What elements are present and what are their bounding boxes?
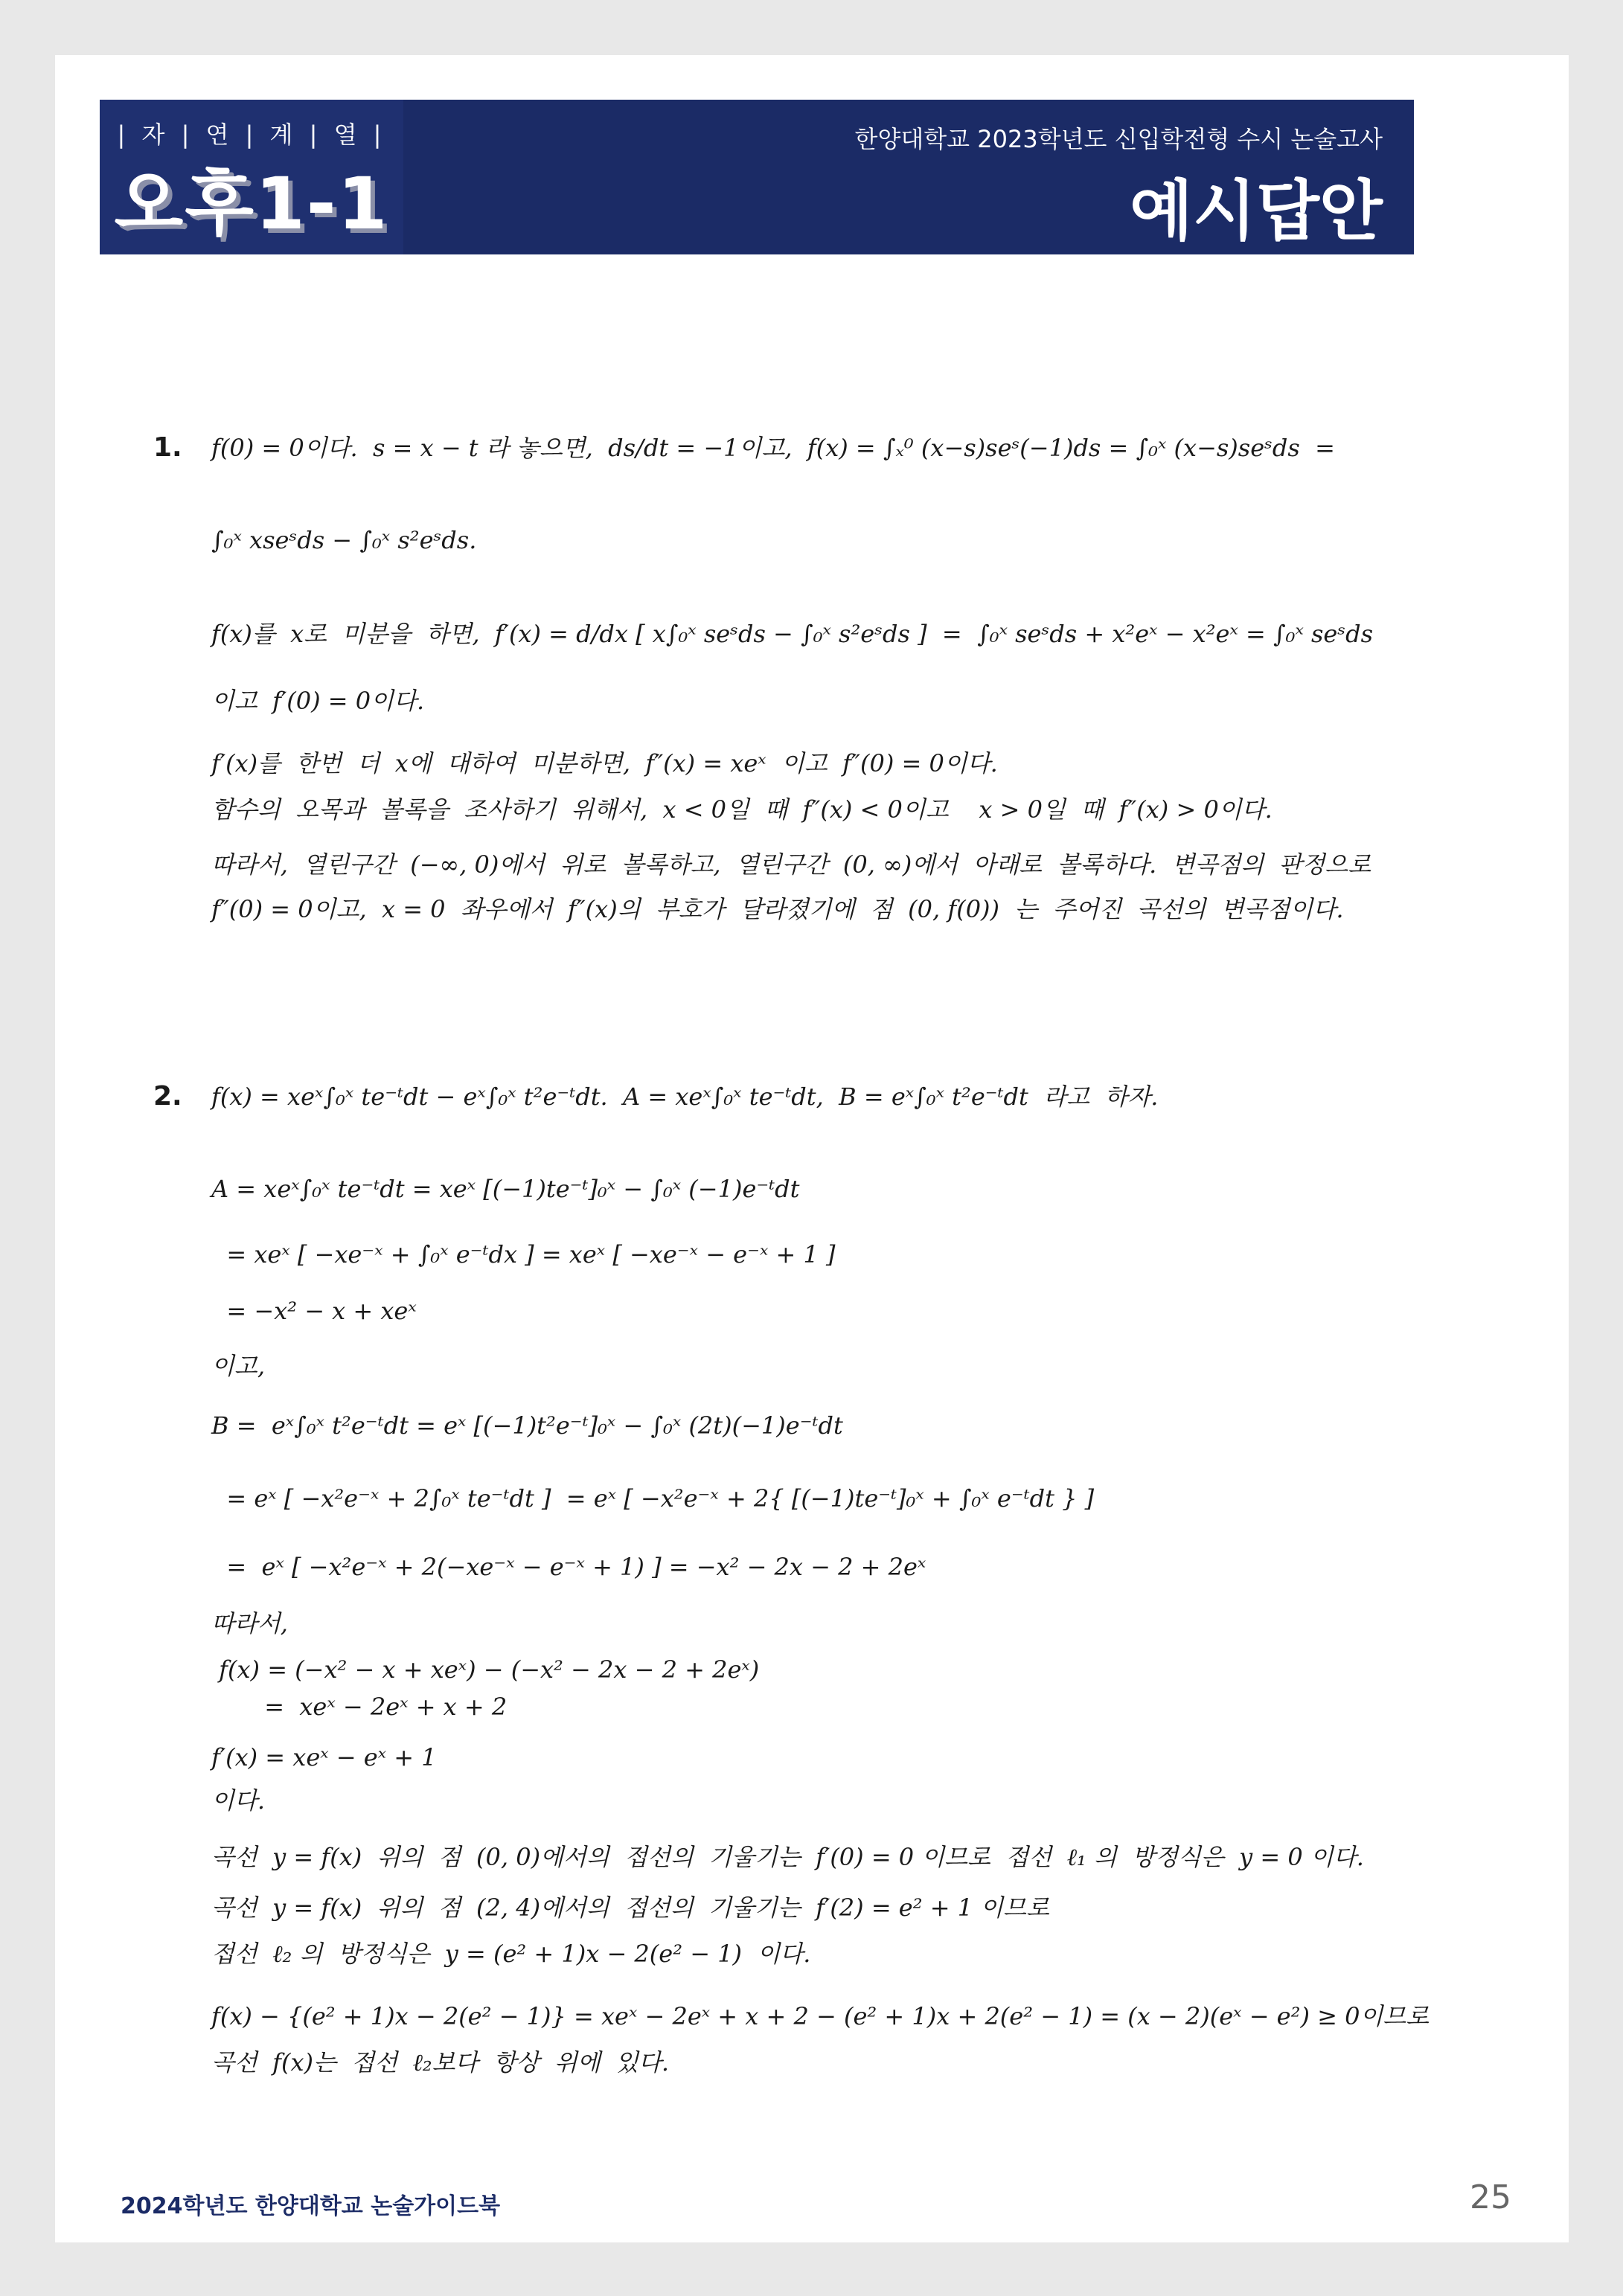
solution-line: 이다. [211, 1786, 265, 1815]
solution-line: B = eˣ∫₀ˣ t²e⁻ᵗdt = eˣ [(−1)t²e⁻ᵗ]₀ˣ − ∫₀ˣ (2t)(−1)e⁻ᵗdt [211, 1411, 843, 1440]
question-2 [153, 1076, 1478, 2103]
solution-line: f(x) = (−x² − x + xeˣ) − (−x² − 2x − 2 + 2eˣ) [211, 1655, 760, 1684]
exam-name: 한양대학교 2023학년도 신입학전형 수시 논술고사 [854, 125, 1383, 153]
solution-line: f(0) = 0이다. s = x − t 라 놓으면, ds/dt = −1이고, f(x) = ∫ₓ⁰ (x−s)seˢ(−1)ds = ∫₀ˣ (x−s)seˢds = [211, 434, 1335, 462]
solution-line: 따라서, 열린구간 (−∞, 0)에서 위로 볼록하고, 열린구간 (0, ∞)에서 아래로 볼록하다. 변곡점의 판정으로 [211, 850, 1371, 879]
document-type-title: 예시답안 [1129, 173, 1383, 249]
solution-line: 접선 ℓ₂ 의 방정식은 y = (e² + 1)x − 2(e² − 1) 이다. [211, 1940, 811, 1968]
solution-line: = xeˣ − 2eˣ + x + 2 [211, 1693, 508, 1721]
solution-line: f(x)를 x로 미분을 하면, f′(x) = d/dx [ x∫₀ˣ seˢds − ∫₀ˣ s²eˢds ] = ∫₀ˣ seˢds + x²eˣ − x²eˣ = ∫₀ˣ seˢds [211, 620, 1374, 648]
solution-line: ∫₀ˣ xseˢds − ∫₀ˣ s²eˢds. [211, 526, 477, 554]
solution-line: 함수의 오목과 볼록을 조사하기 위해서, x < 0일 때 f″(x) < 0이고 x > 0일 때 f″(x) > 0이다. [211, 795, 1273, 824]
solution-line: 곡선 f(x)는 접선 ℓ₂보다 항상 위에 있다. [211, 2048, 670, 2077]
solution-line: 곡선 y = f(x) 위의 점 (0, 0)에서의 접선의 기울기는 f′(0) = 0 이므로 접선 ℓ₁ 의 방정식은 y = 0 이다. [211, 1843, 1364, 1871]
header-banner [100, 100, 1414, 254]
solution-line: f′(x)를 한번 더 x에 대하여 미분하면, f″(x) = xeˣ 이고 f″(0) = 0이다. [211, 749, 998, 777]
solution-line: A = xeˣ∫₀ˣ te⁻ᵗdt = xeˣ [(−1)te⁻ᵗ]₀ˣ − ∫₀ˣ (−1)e⁻ᵗdt [211, 1175, 800, 1203]
solution-line: f″(0) = 0이고, x = 0 좌우에서 f″(x)의 부호가 달라졌기에 점 (0, f(0)) 는 주어진 곡선의 변곡점이다. [211, 895, 1344, 923]
footer-book-title: 2024학년도 한양대학교 논술가이드북 [121, 2193, 501, 2219]
question-number: 1. [153, 432, 182, 463]
session-title: 오후1-1 [114, 162, 389, 246]
solution-line: = −x² − x + xeˣ [211, 1297, 417, 1325]
solution-line: 따라서, [211, 1609, 288, 1638]
solution-line: 이고 f′(0) = 0이다. [211, 687, 425, 715]
question-number: 2. [153, 1081, 182, 1112]
solution-line: = eˣ [ −x²e⁻ˣ + 2(−xe⁻ˣ − e⁻ˣ + 1) ] = −x² − 2x − 2 + 2eˣ [211, 1553, 926, 1581]
solution-line: = eˣ [ −x²e⁻ˣ + 2∫₀ˣ te⁻ᵗdt ] = eˣ [ −x²e⁻ˣ + 2{ [(−1)te⁻ᵗ]₀ˣ + ∫₀ˣ e⁻ᵗdt } ] [211, 1484, 1095, 1513]
solution-line: 이고, [211, 1352, 265, 1380]
series-label: | 자 | 연 | 계 | 열 | [117, 121, 386, 149]
solution-line: f(x) − {(e² + 1)x − 2(e² − 1)} = xeˣ − 2eˣ + x + 2 − (e² + 1)x + 2(e² − 1) = (x − 2)(eˣ − e²) ≥ 0이므로 [211, 2002, 1430, 2030]
solution-line: f(x) = xeˣ∫₀ˣ te⁻ᵗdt − eˣ∫₀ˣ t²e⁻ᵗdt. A = xeˣ∫₀ˣ te⁻ᵗdt, B = eˣ∫₀ˣ t²e⁻ᵗdt 라고 하자. [211, 1083, 1159, 1111]
solution-line: = xeˣ [ −xe⁻ˣ + ∫₀ˣ e⁻ᵗdx ] = xeˣ [ −xe⁻ˣ − e⁻ˣ + 1 ] [211, 1240, 836, 1269]
solution-line: 곡선 y = f(x) 위의 점 (2, 4)에서의 접선의 기울기는 f′(2) = e² + 1 이므로 [211, 1893, 1049, 1922]
solution-line: f′(x) = xeˣ − eˣ + 1 [211, 1743, 437, 1771]
page-number: 25 [1470, 2178, 1511, 2216]
question-1 [153, 427, 1463, 963]
